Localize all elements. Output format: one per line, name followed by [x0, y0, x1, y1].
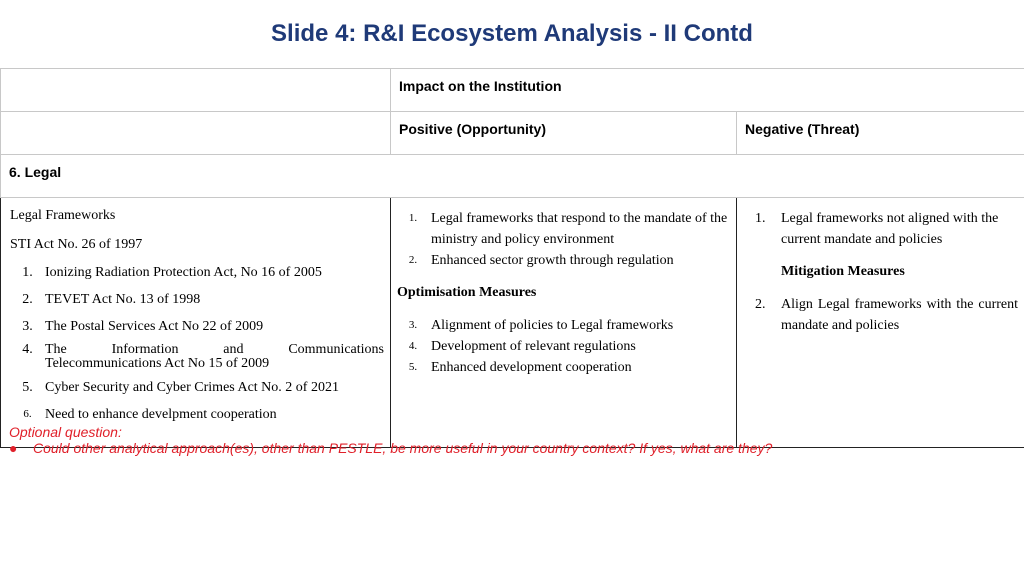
bullet-icon: ●: [9, 440, 18, 456]
threat-list: [745, 208, 1018, 250]
list-item: 6. Need to enhance develpment cooperation: [23, 407, 277, 422]
list-item: 4. The Information and Communications Telecommunications Act No 15 of 2009: [22, 342, 384, 371]
empty-header-cell: [1, 69, 391, 112]
list-item: 5. Enhanced development cooperation: [408, 360, 632, 375]
list-item: 3. The Postal Services Act No 22 of 2009: [22, 319, 264, 334]
mitigation-list: [745, 294, 1018, 336]
sti-act: STI Act No. 26 of 1997: [10, 237, 143, 252]
list-item: 2. Enhanced sector growth through regulation: [408, 253, 674, 268]
list-item: 5. Cyber Security and Cyber Crimes Act No. 2 of 2021: [22, 380, 339, 395]
list-item: 3. Alignment of policies to Legal frameworks: [408, 318, 674, 333]
section-label: 6. Legal: [1, 155, 1024, 198]
mitigation-heading: Mitigation Measures: [781, 264, 905, 279]
legal-frameworks-heading: Legal Frameworks: [10, 208, 116, 223]
positive-opportunity-cell: [391, 198, 737, 448]
opportunity-list: [395, 208, 730, 271]
slide-title: Slide 4: R&I Ecosystem Analysis - II Contd: [271, 20, 753, 47]
list-item: 1. Ionizing Radiation Protection Act, No 16 of 2005: [22, 265, 322, 280]
empty-header-cell: [1, 112, 391, 155]
positive-header: Positive (Opportunity): [391, 112, 737, 155]
list-item: 1. Legal frameworks that respond to the mandate of the ministry and policy environment: [408, 211, 728, 247]
impact-header: Impact on the Institution: [391, 69, 1024, 112]
optional-question: [9, 424, 1009, 456]
optional-question-label: Optional question:: [9, 424, 122, 440]
legal-frameworks-list: [10, 262, 384, 425]
list-item: 1. Legal frameworks not aligned with the current mandate and policies: [755, 211, 999, 247]
list-item: 4. Development of relevant regulations: [408, 339, 636, 354]
list-item: 2. TEVET Act No. 13 of 1998: [22, 292, 201, 307]
optional-question-bullet: [9, 440, 1009, 456]
ecosystem-table: [0, 68, 1024, 448]
list-item: 2. Align Legal frameworks with the current mandate and policies: [755, 297, 1019, 333]
legal-frameworks-cell: [1, 198, 391, 448]
negative-threat-cell: [737, 198, 1024, 448]
negative-header: Negative (Threat): [737, 112, 1024, 155]
optimisation-heading: Optimisation Measures: [397, 285, 537, 300]
optimisation-list: [395, 315, 730, 378]
optional-question-text: Could other analytical approach(es), other than PESTLE, be more useful in your country context? If yes, what are they?: [33, 440, 773, 456]
